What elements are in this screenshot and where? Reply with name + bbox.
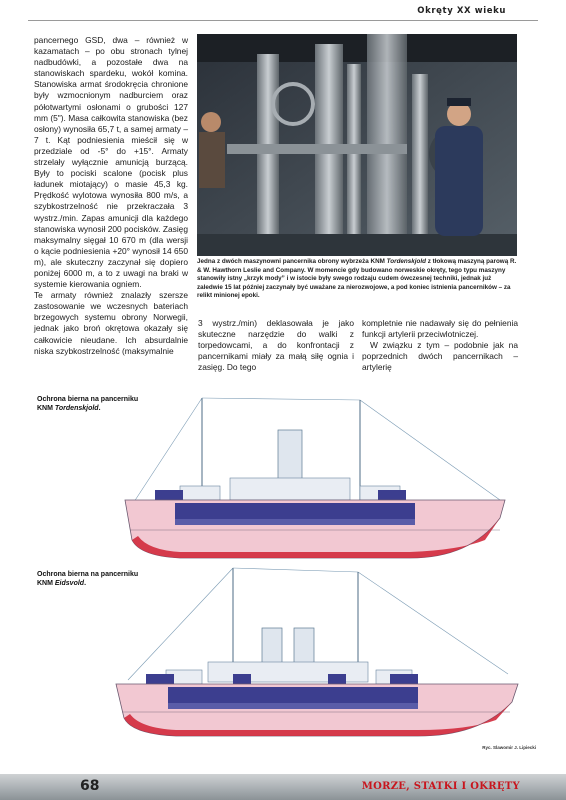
right-paragraph-2: W związku z tym – podobnie jak na poprzednich dwóch pancernikach – artylerię [362, 340, 518, 373]
diagram1-ship-name: Tordenskjold [54, 405, 99, 412]
caption-part1: Jedna z dwóch maszynowni pancernika obrony wybrzeża KNM [197, 258, 387, 265]
caption-part2: z tłokową maszyną parową R. & W. Hawthorn Leslie and Company. W momencie gdy budowano norweskie okręty, tego typu maszyny stanowiły istny „krzyk mody” i w istocie były swego rodzaju cudem ówczesnej techniki, jednak już zaledwie 15 lat później zaczynały być uważane za nierozwojowe, a pod koniec istnienia pancerników – za relikt minionej epoki. [197, 258, 517, 300]
diagram1-label-line1: Ochrona bierna na pancerniku [37, 396, 139, 403]
right-column [362, 318, 518, 373]
running-header [0, 0, 566, 24]
illustration-credit: Ryc. Slawomir J. Lipiecki [482, 745, 536, 750]
diagram1-label-suffix: . [98, 405, 101, 412]
magazine-logo: MORZE, STATKI I OKRĘTY [361, 781, 520, 792]
left-column [34, 35, 188, 357]
page-footer [0, 774, 566, 800]
diagram2-label-suffix: . [84, 580, 87, 587]
diagram2-label-prefix: KNM [37, 580, 55, 587]
tordenskjold-armor-diagram [30, 390, 540, 560]
eidsvold-armor-diagram [28, 562, 540, 738]
diagram2-label-line1: Ochrona bierna na pancerniku [37, 571, 139, 578]
middle-column [198, 318, 354, 373]
left-paragraph-2: Te armaty również znalazły szersze zastosowanie we wczesnych bateriach brzegowych systemu obrony Norwegii, jednak jako broń okrętowa okazały się całkowicie nieudane. Ich absurdalnie niska szybkostrzelność (maksymalnie [34, 290, 188, 356]
right-paragraph-1: kompletnie nie nadawały się do pełnienia funkcji artylerii przeciwlotniczej. [362, 318, 518, 340]
caption-ship-name: Tordenskjold [386, 258, 426, 265]
engine-room-photo [197, 34, 517, 256]
photo-caption [197, 258, 517, 301]
diagram1-label-prefix: KNM [37, 405, 55, 412]
section-title: Okręty XX wieku [417, 6, 506, 16]
middle-text: 3 wystrz./min) deklasowała je jako skuteczne narzędzie do walki z torpedowcami, a do konfrontacji z pancernikami miały za małą siłę ognia i zasięg. Do tego [198, 318, 354, 373]
engine-room-illustration [197, 34, 517, 256]
left-paragraph-1: pancernego GSD, dwa – również w kazamatach – po obu stronach tylnej nadbudówki, a pozostałe dwa na stanowiskach spardeku, wokół komina. Stanowiska armat środokręcia chronione były wzmocnionym nadburciem oraz półotwartymi osłonami o grubości 127 mm (5"). Masa całkowita stanowiska (bez osłony) wynosiła 65,7 t, a samej armaty – 7 t. Kąt podniesienia mieścił się w przedziale od -5° do +15°. Armaty strzelały wyłącznie amunicją burzącą. Były to pociski scalone (pocisk plus ładunek miotający) o masie 45,3 kg. Prędkość wylotowa wynosiła 800 m/s, a szybkostrzelność nie przekraczała 3 wystrz./min. Zapas amunicji dla każdego stanowiska wynosił 200 pocisków. Zasięg maksymalny sięgał 10 670 m (dla wersji o kącie podniesienia +20° wynosił 14 650 m), ale skuteczny zaczynał się dopiero poniżej 6000 m, a to z uwagi na braki w systemie kierowania ogniem. [34, 35, 188, 290]
diagram2-ship-name: Eidsvold [54, 580, 85, 587]
header-rule [28, 20, 538, 21]
page-number: 68 [80, 778, 100, 794]
